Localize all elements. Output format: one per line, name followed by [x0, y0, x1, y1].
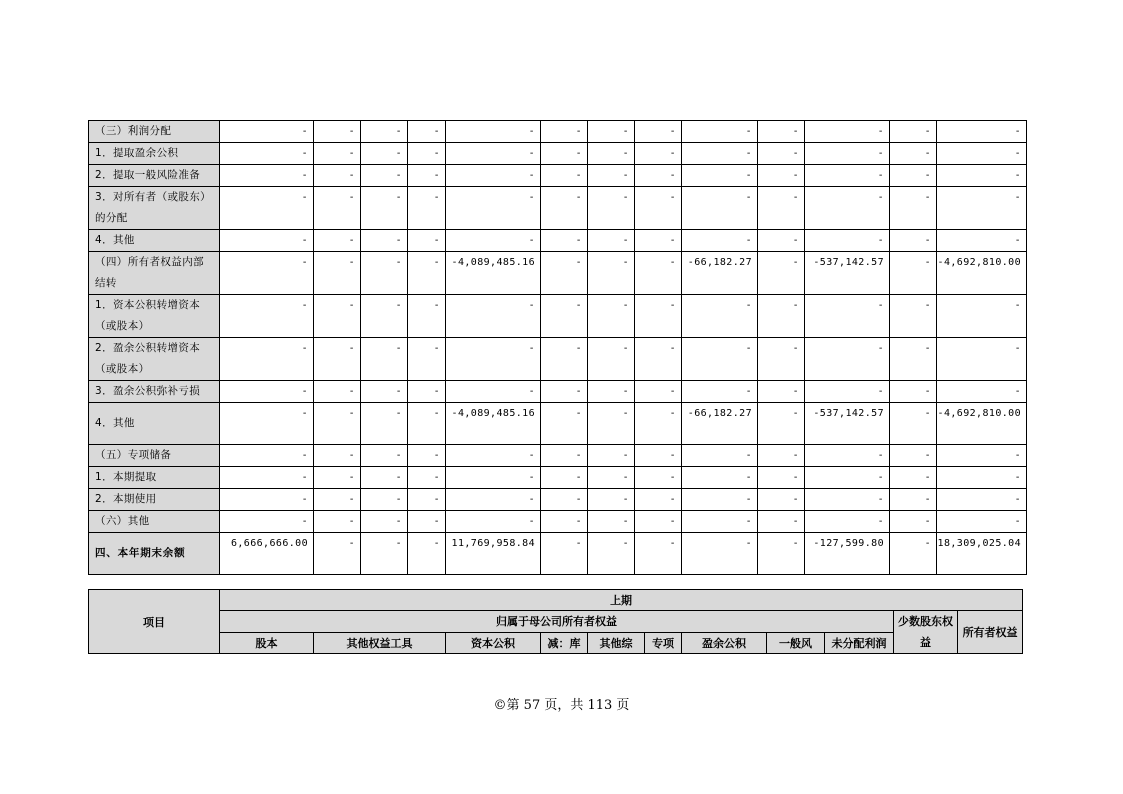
table-cell: - [758, 295, 805, 338]
table-cell: - [890, 143, 937, 165]
table-cell: -4,089,485.16 [446, 252, 541, 295]
table-cell: - [446, 295, 541, 338]
header-col-5: 专项 [645, 632, 682, 654]
row-label [89, 295, 220, 338]
table-cell: - [588, 445, 635, 467]
table-cell: 18,309,025.04 [937, 533, 1027, 575]
table-cell: - [588, 533, 635, 575]
table-cell: - [588, 511, 635, 533]
row-label-line: （或股本） [95, 363, 150, 375]
row-label [89, 230, 220, 252]
table-cell: - [220, 338, 314, 381]
table-cell: - [635, 403, 682, 445]
table-cell: - [541, 467, 588, 489]
table-cell: - [408, 187, 446, 230]
table-cell: - [758, 489, 805, 511]
table-cell: - [314, 143, 361, 165]
table-cell: - [541, 230, 588, 252]
table-cell: - [361, 121, 408, 143]
row-label [89, 121, 220, 143]
table-cell: - [682, 489, 758, 511]
table-cell: - [541, 295, 588, 338]
table-cell: - [446, 143, 541, 165]
table-cell: - [890, 165, 937, 187]
table-row [89, 252, 1027, 295]
table-cell: - [541, 511, 588, 533]
table-cell: - [408, 445, 446, 467]
table-cell: - [758, 403, 805, 445]
table-cell: - [314, 165, 361, 187]
row-label [89, 511, 220, 533]
row-label-line: 4．其他 [95, 234, 135, 246]
table-cell: - [408, 381, 446, 403]
table-cell: - [890, 187, 937, 230]
table-cell: - [588, 403, 635, 445]
table-cell: -4,692,810.00 [937, 252, 1027, 295]
table-cell: - [758, 187, 805, 230]
table-cell: - [541, 381, 588, 403]
table-cell: - [314, 467, 361, 489]
table-cell: - [408, 489, 446, 511]
table-cell: - [937, 165, 1027, 187]
table-cell: - [541, 165, 588, 187]
table-cell: - [890, 403, 937, 445]
table-cell: - [361, 511, 408, 533]
table-cell: - [361, 403, 408, 445]
table-row [89, 381, 1027, 403]
table-cell: - [805, 121, 890, 143]
row-label [89, 381, 220, 403]
row-label-line: （三）利润分配 [95, 125, 172, 137]
table-cell: - [220, 445, 314, 467]
table-cell: - [361, 165, 408, 187]
table-cell: - [890, 533, 937, 575]
table-cell: - [682, 295, 758, 338]
table-cell: - [588, 230, 635, 252]
table-cell: - [635, 381, 682, 403]
row-label [89, 165, 220, 187]
table-cell: - [314, 403, 361, 445]
header-col-7: 一般风 [767, 632, 825, 654]
table-cell: - [408, 295, 446, 338]
row-label [89, 143, 220, 165]
table-cell: -66,182.27 [682, 403, 758, 445]
table-cell: - [890, 467, 937, 489]
row-label-line: 3．对所有者（或股东） [95, 191, 212, 203]
table-cell: - [408, 338, 446, 381]
table-cell: - [408, 143, 446, 165]
table-cell: - [588, 121, 635, 143]
table-cell: -537,142.57 [805, 403, 890, 445]
table-cell: - [635, 338, 682, 381]
table-row [89, 511, 1027, 533]
table-cell: - [937, 511, 1027, 533]
table-cell: - [758, 338, 805, 381]
row-label [89, 467, 220, 489]
table-cell: - [682, 230, 758, 252]
table-cell: - [758, 381, 805, 403]
table-cell: - [588, 295, 635, 338]
table-cell: - [682, 381, 758, 403]
row-label [89, 187, 220, 230]
table-cell: - [758, 143, 805, 165]
page-footer: ©第 57 页，共 113 页 [493, 698, 630, 713]
table-cell: - [937, 230, 1027, 252]
table-cell: - [314, 381, 361, 403]
table-cell: - [408, 511, 446, 533]
table-cell: - [758, 121, 805, 143]
table-cell: - [541, 187, 588, 230]
table-cell: - [890, 511, 937, 533]
table-cell: - [220, 295, 314, 338]
table-cell: - [541, 121, 588, 143]
table-cell: - [758, 252, 805, 295]
table-cell: - [805, 187, 890, 230]
table-row [89, 467, 1027, 489]
table-cell: - [220, 381, 314, 403]
header-period: 上期 [220, 590, 1023, 611]
table-cell: - [446, 511, 541, 533]
table-cell: - [408, 403, 446, 445]
prior-period-header-table [88, 589, 1023, 654]
table-cell: - [758, 445, 805, 467]
table-cell: - [314, 121, 361, 143]
row-label-line: （四）所有者权益内部 [95, 256, 204, 268]
table-cell: - [408, 467, 446, 489]
table-cell: - [937, 338, 1027, 381]
table-cell: - [588, 252, 635, 295]
table-cell: - [541, 403, 588, 445]
table-cell: - [361, 295, 408, 338]
row-label [89, 445, 220, 467]
header-col-1: 其他权益工具 [314, 632, 446, 654]
table-cell: - [635, 252, 682, 295]
table-cell: - [805, 511, 890, 533]
row-label-line: 2．本期使用 [95, 493, 157, 505]
table-cell: - [635, 295, 682, 338]
row-label-line: 3．盈余公积弥补亏损 [95, 385, 201, 397]
table-cell: - [314, 445, 361, 467]
table-cell: - [314, 252, 361, 295]
table-cell: - [588, 467, 635, 489]
header-col-6: 盈余公积 [682, 632, 767, 654]
table-cell: - [682, 187, 758, 230]
row-label-line: （六）其他 [95, 515, 150, 527]
table-cell: - [220, 230, 314, 252]
table-cell: - [314, 187, 361, 230]
row-label [89, 533, 220, 575]
table-cell: - [635, 533, 682, 575]
table-row [89, 533, 1027, 575]
table-cell: - [682, 121, 758, 143]
row-label [89, 252, 220, 295]
table-cell: - [805, 467, 890, 489]
row-label-line: 四、本年期末余额 [95, 547, 186, 559]
table-cell: - [937, 381, 1027, 403]
header-item: 项目 [89, 590, 220, 654]
table-cell: - [635, 143, 682, 165]
row-label-line: （五）专项储备 [95, 449, 172, 461]
table-cell: - [890, 381, 937, 403]
table-cell: - [682, 338, 758, 381]
table-cell: - [635, 121, 682, 143]
table-cell: - [408, 165, 446, 187]
table-cell: - [805, 143, 890, 165]
table-cell: - [805, 381, 890, 403]
table-cell: - [446, 381, 541, 403]
header-col-0: 股本 [220, 632, 314, 654]
table-cell: - [937, 187, 1027, 230]
table-cell: 6,666,666.00 [220, 533, 314, 575]
table-cell: - [937, 295, 1027, 338]
table-cell: - [682, 165, 758, 187]
table-cell: - [805, 445, 890, 467]
header-total: 所有者权益 [958, 611, 1023, 654]
table-cell: - [588, 489, 635, 511]
table-cell: - [408, 121, 446, 143]
table-cell: - [588, 381, 635, 403]
table-cell: - [361, 230, 408, 252]
table-cell: 11,769,958.84 [446, 533, 541, 575]
table-cell: - [541, 143, 588, 165]
table-cell: - [635, 489, 682, 511]
table-cell: - [314, 230, 361, 252]
table-cell: - [890, 121, 937, 143]
table-cell: - [361, 533, 408, 575]
table-cell: - [361, 338, 408, 381]
table-cell: - [890, 445, 937, 467]
table-cell: - [220, 403, 314, 445]
table-cell: -4,692,810.00 [937, 403, 1027, 445]
table-row [89, 338, 1027, 381]
table-cell: - [937, 445, 1027, 467]
row-label-line: 1．本期提取 [95, 471, 157, 483]
header-minority: 少数股东权益 [894, 611, 958, 654]
table-cell: - [588, 165, 635, 187]
table-cell: - [758, 165, 805, 187]
table-cell: - [635, 445, 682, 467]
table-cell: - [541, 252, 588, 295]
table-cell: - [220, 187, 314, 230]
table-cell: - [446, 467, 541, 489]
table-cell: - [541, 533, 588, 575]
table-cell: - [937, 489, 1027, 511]
table-cell: - [361, 445, 408, 467]
table-cell: - [408, 230, 446, 252]
table-cell: - [758, 230, 805, 252]
table-cell: - [635, 511, 682, 533]
table-row [89, 187, 1027, 230]
table-cell: - [446, 165, 541, 187]
table-cell: - [541, 445, 588, 467]
header-col-2: 资本公积 [446, 632, 541, 654]
table-cell: - [890, 252, 937, 295]
table-cell: - [588, 187, 635, 230]
table-cell: - [682, 143, 758, 165]
table-cell: - [805, 295, 890, 338]
table-cell: - [805, 338, 890, 381]
table-cell: - [805, 489, 890, 511]
equity-changes-table [88, 120, 1027, 575]
table-row [89, 489, 1027, 511]
table-cell: -66,182.27 [682, 252, 758, 295]
table-cell: - [890, 489, 937, 511]
table-row [89, 230, 1027, 252]
table-cell: - [408, 533, 446, 575]
table-cell: - [541, 338, 588, 381]
table-cell: - [314, 533, 361, 575]
table-row [89, 121, 1027, 143]
table-cell: - [588, 143, 635, 165]
table-row [89, 445, 1027, 467]
header-col-4: 其他综 [588, 632, 645, 654]
table-cell: - [805, 165, 890, 187]
table-cell: - [890, 230, 937, 252]
row-label-line: 4．其他 [95, 417, 135, 429]
table-cell: - [805, 230, 890, 252]
table-row [89, 165, 1027, 187]
row-label-line: 2．盈余公积转增资本 [95, 342, 201, 354]
table-cell: - [314, 511, 361, 533]
table-cell: - [446, 489, 541, 511]
table-cell: - [314, 489, 361, 511]
table-cell: - [314, 295, 361, 338]
table-cell: - [361, 381, 408, 403]
table-cell: - [635, 165, 682, 187]
table-cell: - [541, 489, 588, 511]
table-cell: - [446, 187, 541, 230]
table-cell: -4,089,485.16 [446, 403, 541, 445]
table-cell: - [314, 338, 361, 381]
table-row [89, 295, 1027, 338]
table-cell: - [220, 121, 314, 143]
table-cell: - [446, 121, 541, 143]
table-cell: - [758, 511, 805, 533]
table-cell: - [220, 467, 314, 489]
table-row [89, 403, 1027, 445]
table-cell: - [937, 143, 1027, 165]
table-cell: - [220, 143, 314, 165]
table-cell: - [361, 467, 408, 489]
table-cell: - [937, 467, 1027, 489]
table-cell: - [758, 467, 805, 489]
table-cell: -537,142.57 [805, 252, 890, 295]
header-parent-equity: 归属于母公司所有者权益 [220, 611, 894, 633]
table-cell: - [446, 338, 541, 381]
header-col-8: 未分配利润 [825, 632, 894, 654]
row-label [89, 403, 220, 445]
table-cell: - [446, 230, 541, 252]
table-cell: - [890, 338, 937, 381]
table-cell: - [937, 121, 1027, 143]
table-cell: - [635, 230, 682, 252]
table-cell: - [682, 511, 758, 533]
table-cell: - [682, 467, 758, 489]
table-cell: - [220, 489, 314, 511]
table-cell: - [890, 295, 937, 338]
header-col-3: 减：库 [541, 632, 588, 654]
table-cell: - [635, 467, 682, 489]
table-cell: - [408, 252, 446, 295]
table-cell: - [588, 338, 635, 381]
table-cell: - [446, 445, 541, 467]
table-cell: - [682, 445, 758, 467]
table-row [89, 143, 1027, 165]
table-cell: -127,599.80 [805, 533, 890, 575]
row-label-line: （或股本） [95, 320, 150, 332]
table-cell: - [220, 165, 314, 187]
table-cell: - [361, 252, 408, 295]
row-label [89, 489, 220, 511]
table-cell: - [758, 533, 805, 575]
row-label [89, 338, 220, 381]
table-cell: - [635, 187, 682, 230]
table-cell: - [361, 489, 408, 511]
row-label-line: 1．提取盈余公积 [95, 147, 179, 159]
table-cell: - [682, 533, 758, 575]
row-label-line: 1．资本公积转增资本 [95, 299, 201, 311]
table-cell: - [220, 511, 314, 533]
row-label-line: 结转 [95, 277, 117, 289]
row-label-line: 2．提取一般风险准备 [95, 169, 201, 181]
table-cell: - [361, 187, 408, 230]
table-cell: - [361, 143, 408, 165]
table-cell: - [220, 252, 314, 295]
row-label-line: 的分配 [95, 212, 128, 224]
